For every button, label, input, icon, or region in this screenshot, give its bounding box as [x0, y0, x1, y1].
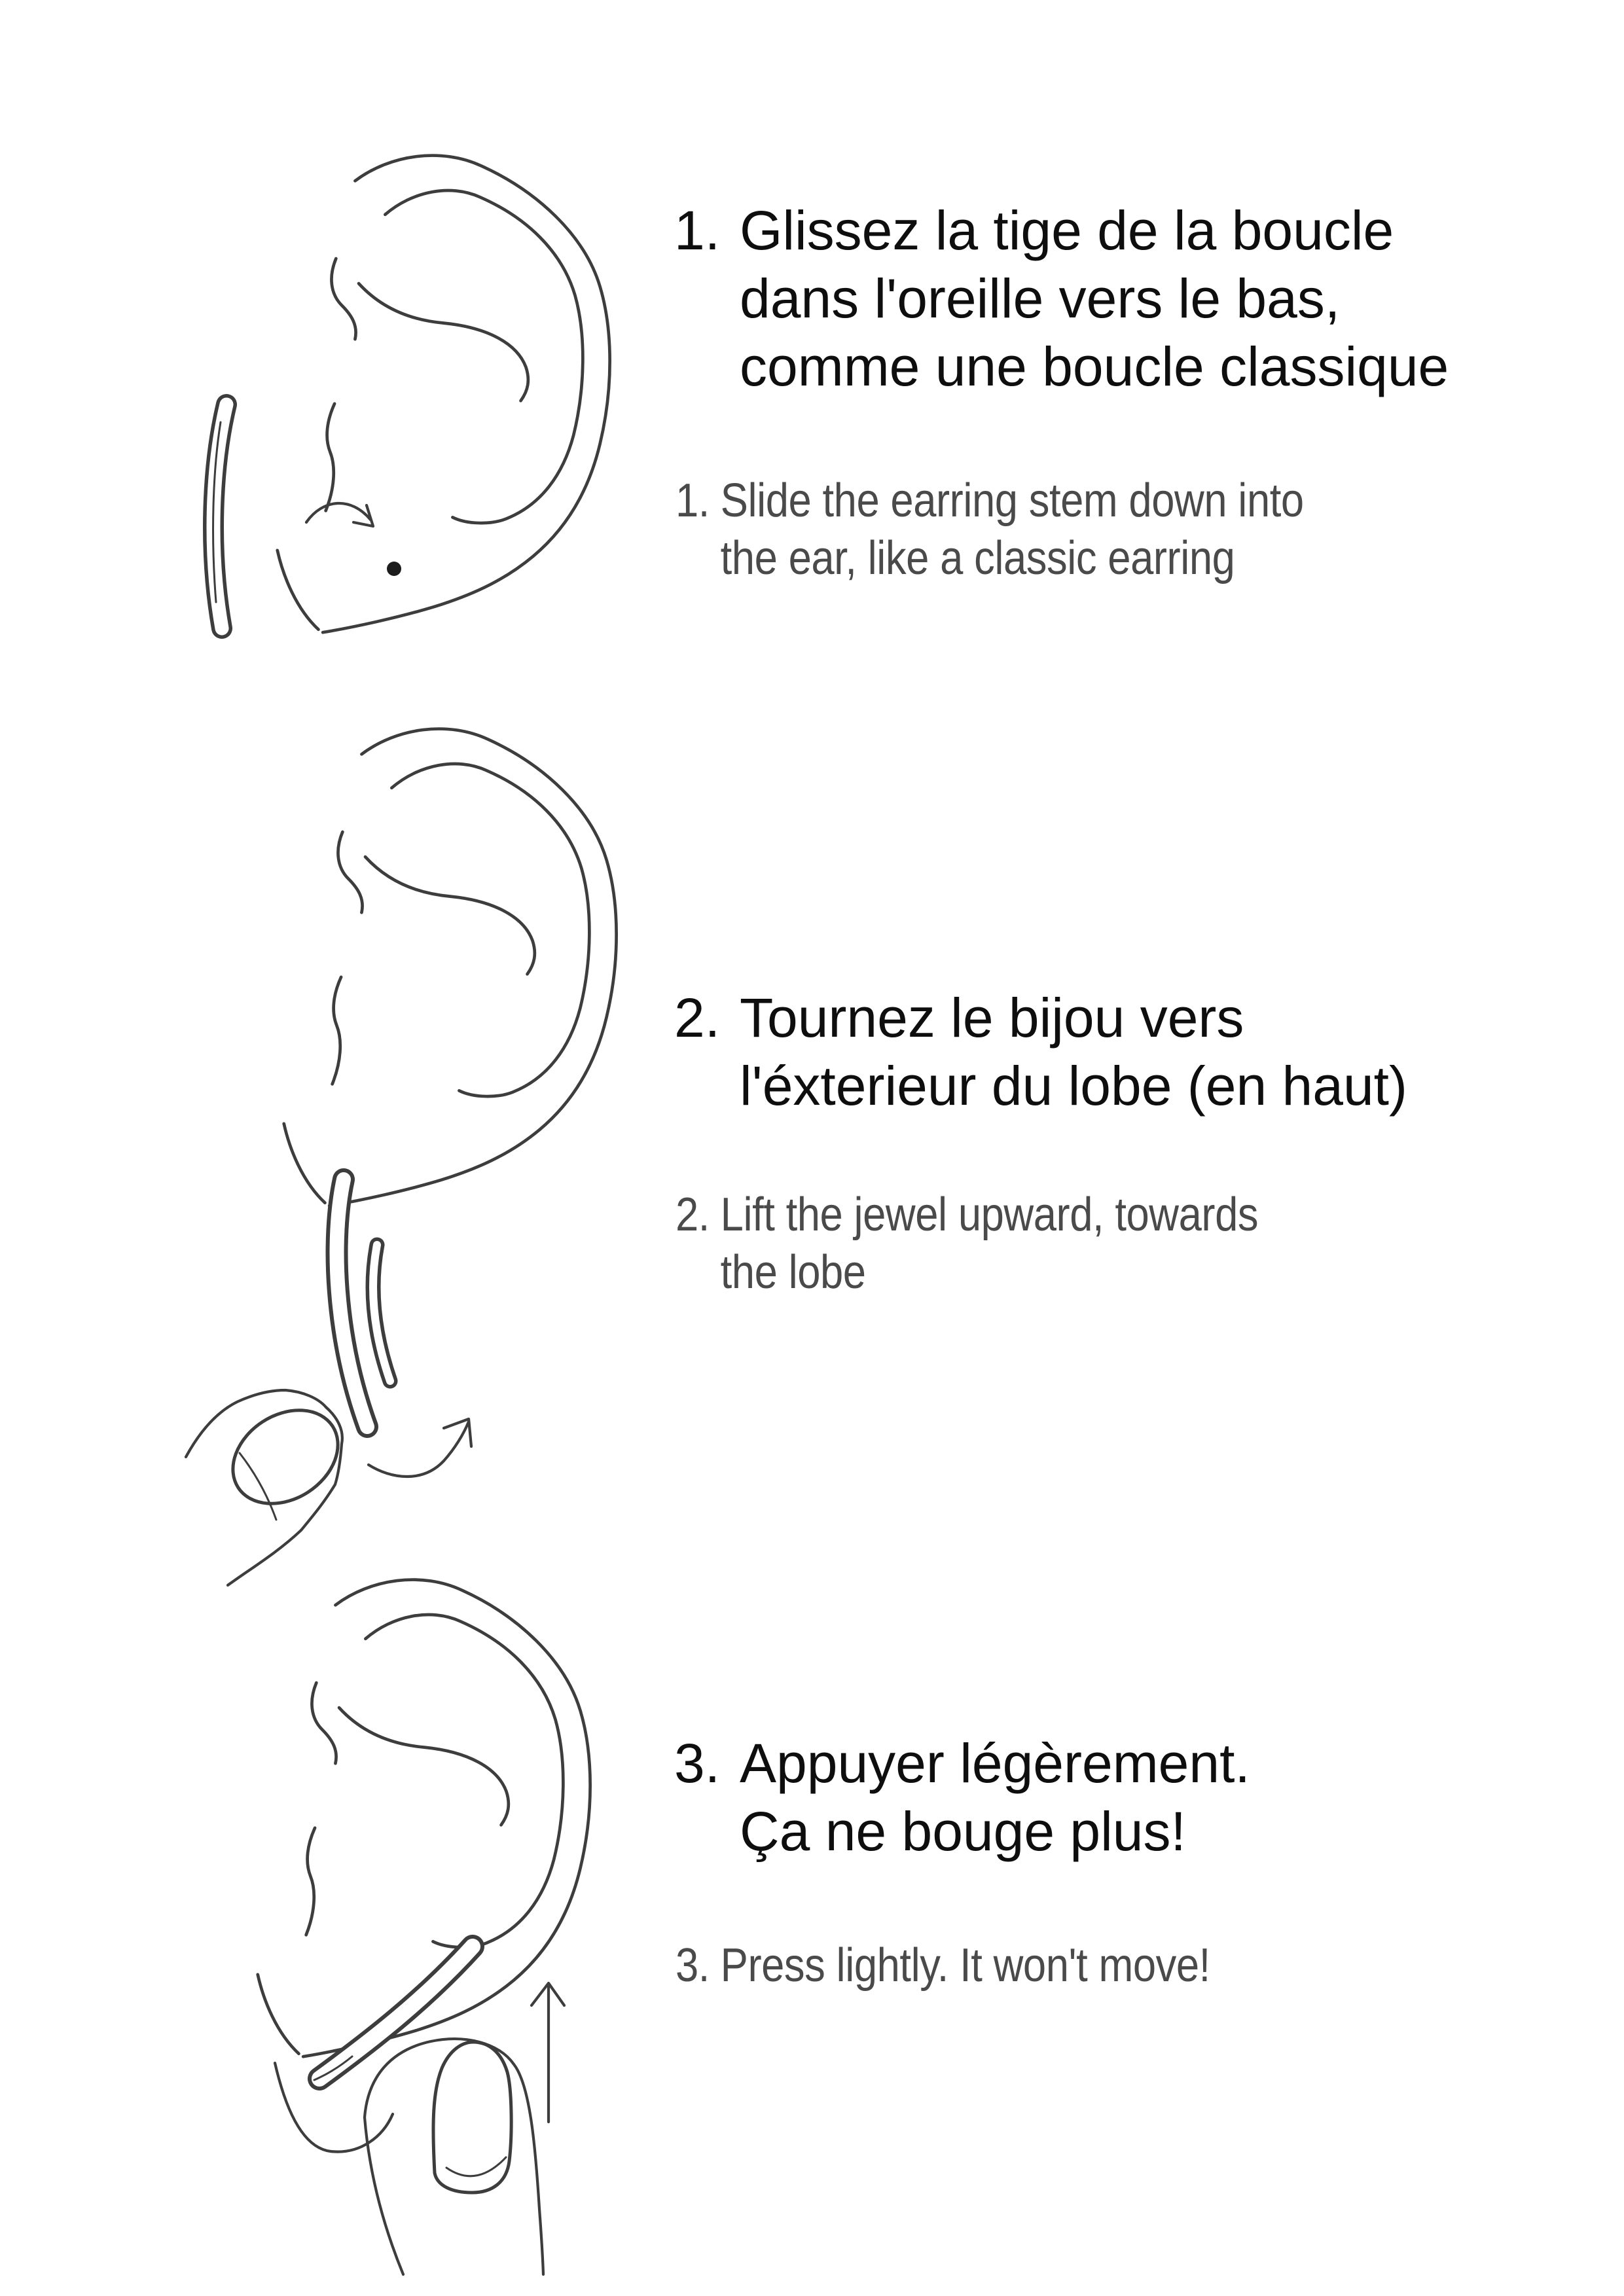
step2-instruction-english: [676, 1186, 1258, 1301]
text-line: Tournez le bijou vers: [740, 987, 1244, 1049]
step2-english-lines: [721, 1186, 1258, 1301]
step2-number-en: 2.: [676, 1189, 710, 1241]
step1-instruction-french: [674, 196, 1449, 401]
fingernail-base-line: [446, 2157, 506, 2176]
text-line: Slide the earring stem down into: [720, 475, 1304, 527]
text-line: dans l'oreille vers le bas,: [740, 268, 1341, 329]
step3-instruction-english: [676, 1937, 1210, 1994]
text-line: Appuyer légèrement.: [740, 1732, 1250, 1794]
ear-outline: [284, 729, 617, 1206]
piercing-dot: [387, 562, 401, 576]
text-line: Ça ne bouge plus!: [740, 1801, 1186, 1862]
step1-number-en: 1.: [676, 475, 710, 527]
step1-english-lines: [721, 472, 1304, 587]
arrow-curve: [369, 1422, 469, 1477]
step1-ear-illustration: [111, 92, 628, 694]
text-line: comme une boucle classique: [740, 336, 1449, 397]
step2-number: 2.: [674, 987, 721, 1049]
fingernail: [433, 2042, 511, 2193]
step3-french-lines: [740, 1729, 1250, 1865]
step1-french-lines: [740, 196, 1449, 401]
step3-instruction-french: [674, 1729, 1250, 1865]
step2-ear-illustration: [111, 707, 635, 1604]
earring-body-fill: [337, 1179, 367, 1427]
step2-french-lines: [740, 984, 1407, 1120]
step3-number-en: 3.: [676, 1939, 710, 1992]
step3-ear-illustration: [111, 1492, 635, 2278]
text-line: the ear, like a classic earring: [720, 532, 1235, 584]
earring-body-fill: [319, 1946, 473, 2079]
text-line: Press lightly. It won't move!: [720, 1939, 1210, 1992]
step1-number: 1.: [674, 200, 721, 261]
rotate-up-arrow-icon: [369, 1419, 471, 1477]
step2-instruction-french: [674, 984, 1407, 1120]
climber-earring: [213, 404, 226, 628]
fingertip-pressing: [365, 2039, 543, 2274]
text-line: l'éxterieur du lobe (en haut): [740, 1055, 1407, 1117]
insert-arrow-icon: [306, 503, 373, 526]
step3-number: 3.: [674, 1732, 721, 1794]
text-line: the lobe: [720, 1246, 866, 1299]
arrow-curve: [306, 503, 370, 522]
step3-english-lines: [721, 1937, 1210, 1994]
text-line: Glissez la tige de la boucle: [740, 200, 1394, 261]
up-arrow-icon: [532, 1983, 564, 2122]
hanging-earring: [337, 1179, 390, 1427]
ear-outline: [278, 156, 610, 633]
text-line: Lift the jewel upward, towards: [720, 1189, 1259, 1241]
step1-instruction-english: [676, 472, 1304, 587]
